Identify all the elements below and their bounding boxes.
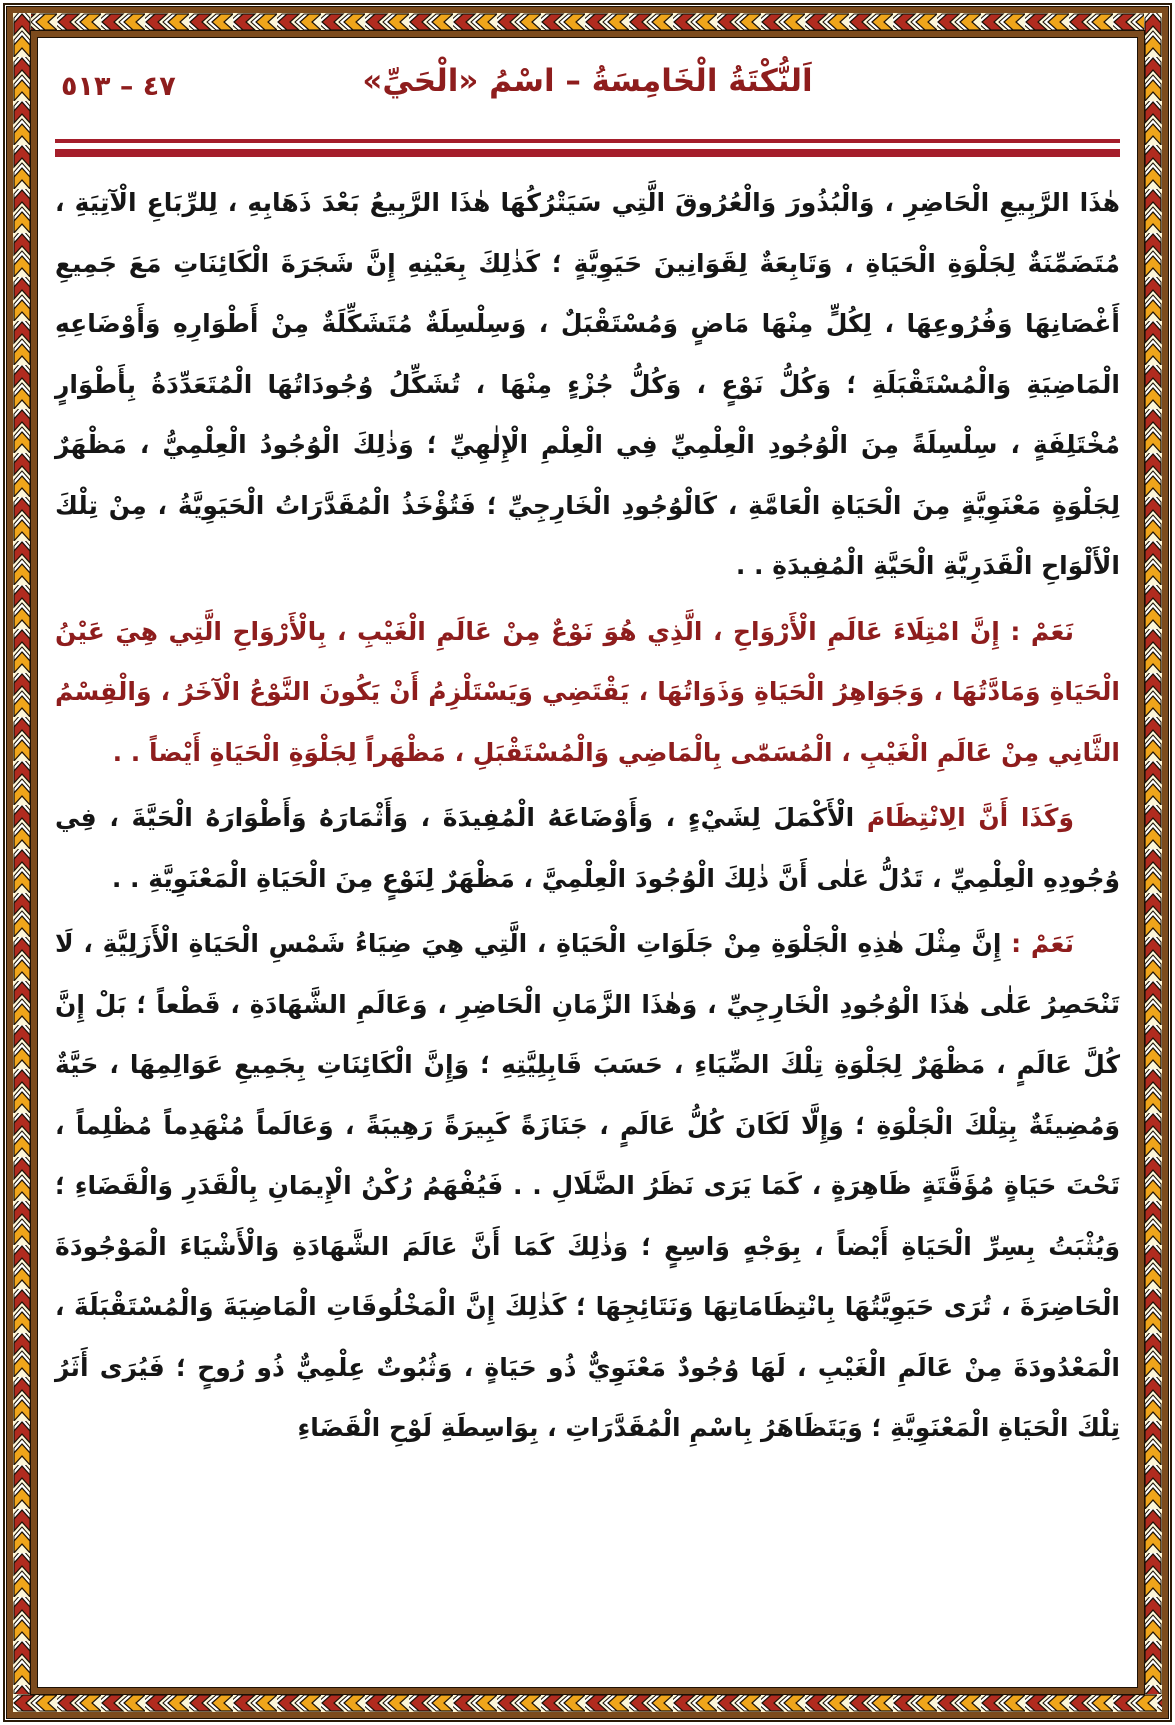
paragraph-text: نَعَمْ : إِنَّ امْتِلَاءَ عَالَمِ الْأَرْوَاحِ ، الَّذِي هُوَ نَوْعٌ مِنْ عَالَمِ الْغَيْبِ ، بِالْأَرْوَاحِ الَّتِي هِيَ عَيْنُ الْحَيَاةِ وَمَادَّتُهَا ، وَجَوَاهِرُ الْحَيَاةِ وَذَوَاتُهَا ، يَقْتَضِي وَيَسْتَلْزِمُ أَنْ يَكُونَ النَّوْعُ الْآخَرُ ، وَالْقِسْمُ الثَّانِي مِنْ عَالَمِ الْغَيْبِ ، الْمُسَمّٰى بِالْمَاضِي وَالْمُسْتَقْبَلِ ، مَظْهَراً لِجَلْوَةِ الْحَيَاةِ أَيْضاً . . <box>55 616 1120 767</box>
page-number: ٤٧ – ٥١٣ <box>61 71 176 102</box>
border-pattern-top <box>13 13 1162 31</box>
body-text <box>55 173 1120 1459</box>
border-pattern-right <box>1144 13 1162 1712</box>
paragraph-text: الْأَكْمَلَ لِشَيْءٍ ، وَأَوْضَاعَهُ الْمُفِيدَةَ ، وَأَثْمَارَهُ وَأَطْوَارَهُ الْحَيَّةَ ، فِي وُجُودِهِ الْعِلْمِيِّ ، تَدُلُّ عَلٰى أَنَّ ذٰلِكَ الْوُجُودَ الْعِلْمِيَّ ، مَظْهَرٌ لِنَوْعٍ مِنَ الْحَيَاةِ الْمَعْنَوِيَّةِ . . <box>55 803 1120 893</box>
paragraph <box>55 602 1120 784</box>
paragraph-lead: وَكَذَا أَنَّ الِانْتِظَامَ <box>854 803 1075 832</box>
ornamental-border-inner-band <box>31 31 1144 1694</box>
ornamental-border <box>3 3 1172 1722</box>
header-rule-thick <box>55 149 1120 157</box>
header-rule-thin <box>55 139 1120 143</box>
paragraph <box>55 173 1120 597</box>
ornamental-border-outer-band <box>7 7 1168 1718</box>
page-content <box>37 37 1138 1688</box>
paragraph-text: هٰذَا الرَّبِيعِ الْحَاضِرِ ، وَالْبُذُورَ وَالْعُرُوقَ الَّتِي سَيَتْرُكُهَا هٰذَا الرَّبِيعُ بَعْدَ ذَهَابِهِ ، لِلرِّبَاعِ الْآتِيَةِ ، مُتَضَمِّنَةٌ لِجَلْوَةِ الْحَيَاةِ ، وَتَابِعَةٌ لِقَوَانِينَ حَيَوِيَّةٍ ؛ كَذٰلِكَ بِعَيْنِهِ إِنَّ شَجَرَةَ الْكَائِنَاتِ مَعَ جَمِيعِ أَغْصَانِهَا وَفُرُوعِهَا ، لِكُلٍّ مِنْهَا مَاضٍ وَمُسْتَقْبَلٌ ، وَسِلْسِلَةٌ مُتَشَكِّلَةٌ مِنْ أَطْوَارِهِ وَأَوْضَاعِهِ الْمَاضِيَةِ وَالْمُسْتَقْبَلَةِ ؛ وَكُلُّ نَوْعٍ ، وَكُلُّ جُزْءٍ مِنْهَا ، تُشَكِّلُ وُجُودَاتُهَا الْمُتَعَدِّدَةُ بِأَطْوَارٍ مُخْتَلِفَةٍ ، سِلْسِلَةً مِنَ الْوُجُودِ الْعِلْمِيِّ فِي الْعِلْمِ الْإِلٰهِيِّ ؛ وَذٰلِكَ الْوُجُودُ الْعِلْمِيُّ ، مَظْهَرٌ لِجَلْوَةٍ مَعْنَوِيَّةٍ مِنَ الْحَيَاةِ الْعَامَّةِ ، كَالْوُجُودِ الْخَارِجِيِّ ؛ فَتُؤْخَذُ الْمُقَدَّرَاتُ الْحَيَوِيَّةُ ، مِنْ تِلْكَ الْأَلْوَاحِ الْقَدَرِيَّةِ الْحَيَّةِ الْمُفِيدَةِ . . <box>55 188 1120 580</box>
page-header <box>55 57 1120 129</box>
border-pattern-left <box>13 13 31 1712</box>
paragraph-text: إِنَّ مِثْلَ هٰذِهِ الْجَلْوَةِ مِنْ جَلَوَاتِ الْحَيَاةِ ، الَّتِي هِيَ ضِيَاءُ شَمْسِ الْحَيَاةِ الْأَزَلِيَّةِ ، لَا تَنْحَصِرُ عَلٰى هٰذَا الْوُجُودِ الْخَارِجِيِّ ، وَهٰذَا الزَّمَانِ الْحَاضِرِ ، وَعَالَمِ الشَّهَادَةِ ، قَطْعاً ؛ بَلْ إِنَّ كُلَّ عَالَمٍ ، مَظْهَرٌ لِجَلْوَةِ تِلْكَ الضِّيَاءِ ، حَسَبَ قَابِلِيَّتِهِ ؛ وَإِنَّ الْكَائِنَاتِ بِجَمِيعِ عَوَالِمِهَا ، حَيَّةٌ وَمُضِيئَةٌ بِتِلْكَ الْجَلْوَةِ ؛ وَإِلَّا لَكَانَ كُلُّ عَالَمٍ ، جَنَازَةً كَبِيرَةً رَهِيبَةً ، وَعَالَماً مُنْهَدِماً مُظْلِماً ، تَحْتَ حَيَاةٍ مُؤَقَّتَةٍ ظَاهِرَةٍ ، كَمَا يَرَى نَظَرُ الضَّلَالِ . . فَيُفْهَمُ رُكْنُ الْإِيمَانِ بِالْقَدَرِ وَالْقَضَاءِ ؛ وَيُثْبَتُ بِسِرِّ الْحَيَاةِ أَيْضاً ، بِوَجْهٍ وَاسِعٍ ؛ وَذٰلِكَ كَمَا أَنَّ عَالَمَ الشَّهَادَةِ وَالْأَشْيَاءَ الْمَوْجُودَةَ الْحَاضِرَةَ ، تُرَى حَيَوِيَّتُهَا بِانْتِظَامَاتِهَا وَنَتَائِجِهَا ؛ كَذٰلِكَ إِنَّ الْمَخْلُوقَاتِ الْمَاضِيَةَ وَالْمُسْتَقْبَلَةَ ، الْمَعْدُودَةَ مِنْ عَالَمِ الْغَيْبِ ، لَهَا وُجُودٌ مَعْنَوِيٌّ ذُو حَيَاةٍ ، وَثُبُوتٌ عِلْمِيٌّ ذُو رُوحٍ ؛ فَيُرَى أَثَرُ تِلْكَ الْحَيَاةِ الْمَعْنَوِيَّةِ ؛ وَيَتَظَاهَرُ بِاسْمِ الْمُقَدَّرَاتِ ، بِوَاسِطَةِ لَوْحِ الْقَضَاءِ <box>55 929 1120 1442</box>
paragraph <box>55 914 1120 1459</box>
paragraph-lead: نَعَمْ : <box>1001 929 1074 958</box>
paragraph <box>55 788 1120 909</box>
border-pattern-bottom <box>13 1694 1162 1712</box>
header-rule <box>55 139 1120 157</box>
page-title: اَلنُّكْتَةُ الْخَامِسَةُ – اسْمُ «الْحَيِّ» <box>362 63 813 99</box>
